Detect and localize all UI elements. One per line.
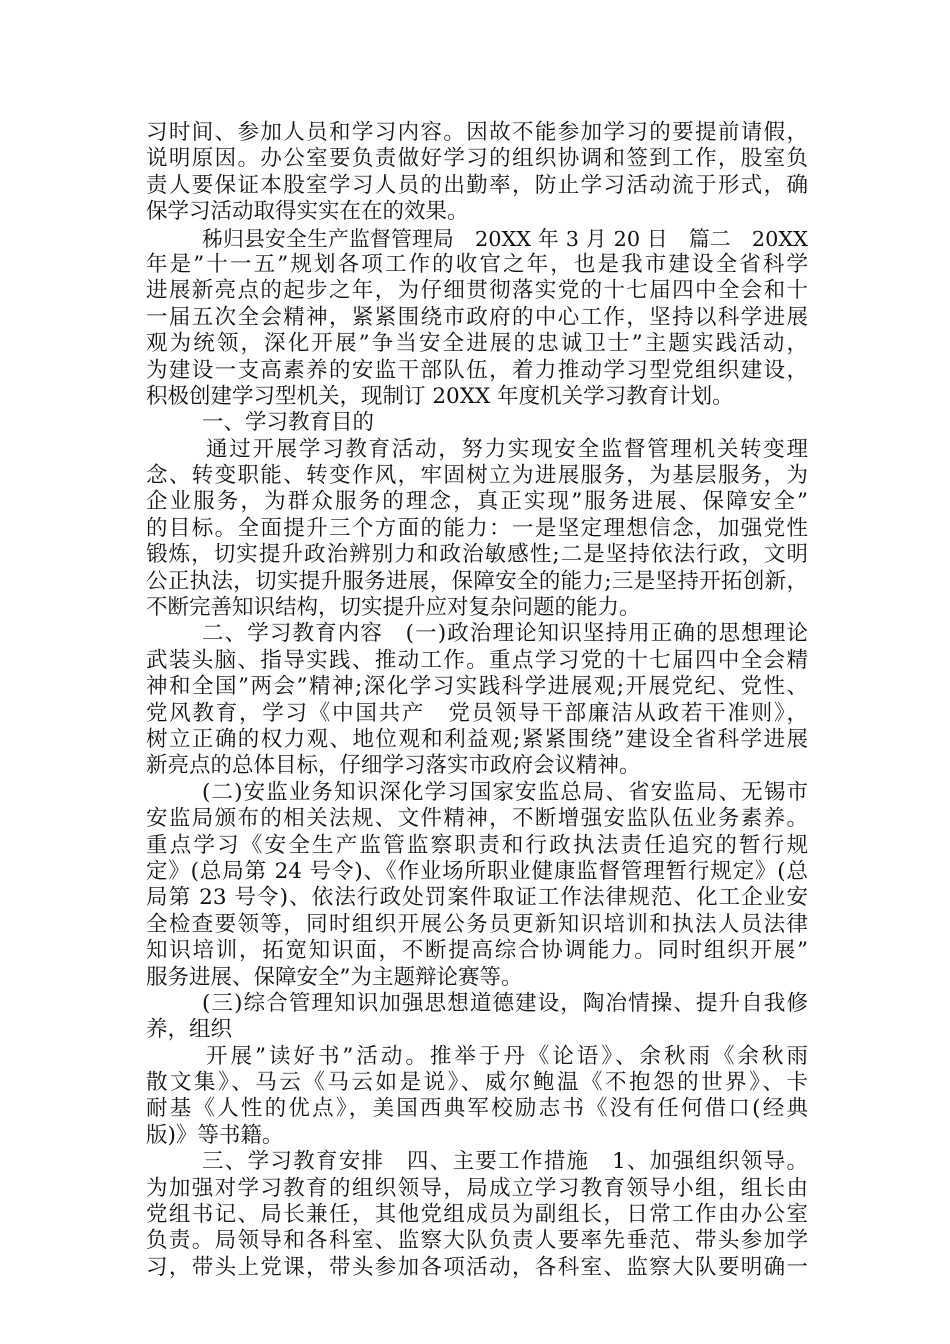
text-line: (二)安监业务知识深化学习国家安监总局、省安监局、无锡市 xyxy=(202,779,808,805)
text-line: 积极创建学习型机关，现制订 20XX 年度机关学习教育计划。 xyxy=(146,383,734,409)
text-line: 党组书记、局长兼任，其他党组成员为副组长，日常工作由办公室 xyxy=(146,1202,808,1228)
text-line: 企业服务，为群众服务的理念，真正实现”服务进展、保障安全” xyxy=(146,489,808,515)
text-line: 武装头脑、指导实践、推动工作。重点学习党的十七届四中全会精 xyxy=(146,647,808,673)
text-line: 全检查要领等，同时组织开展公务员更新知识培训和执法人员法律 xyxy=(146,911,808,937)
text-line: 二、学习教育内容 (一)政治理论知识坚持用正确的思想理论 xyxy=(202,621,808,647)
text-line: 保学习活动取得实实在在的效果。 xyxy=(146,199,469,225)
text-line: 知识培训，拓宽知识面，不断提高综合协调能力。同时组织开展” xyxy=(146,938,808,964)
text-line: 的目标。全面提升三个方面的能力：一是坚定理想信念，加强党性 xyxy=(146,515,808,541)
text-line: 负责。局领导和各科室、监察大队负责人要率先垂范、带头参加学 xyxy=(146,1228,808,1254)
document-page xyxy=(146,120,808,1281)
text-line: 进展新亮点的起步之年，为仔细贯彻落实党的十七届四中全会和十 xyxy=(146,278,808,304)
text-line: 习，带头上党课，带头参加各项活动，各科室、监察大队要明确一 xyxy=(146,1254,808,1280)
text-line: 一届五次全会精神，紧紧围绕市政府的中心工作，坚持以科学进展 xyxy=(146,304,808,330)
text-line: 公正执法，切实提升服务进展，保障安全的能力;三是坚持开拓创新， xyxy=(146,568,808,594)
text-line: 安监局颁布的相关法规、文件精神，不断增强安监队伍业务素养。 xyxy=(146,806,808,832)
text-line: 为加强对学习教育的组织领导，局成立学习教育领导小组，组长由 xyxy=(146,1175,808,1201)
text-line: 习时间、参加人员和学习内容。因故不能参加学习的要提前请假， xyxy=(146,120,808,145)
text-line: 不断完善知识结构，切实提升应对复杂问题的能力。 xyxy=(146,595,641,621)
text-line: 散文集》、马云《马云如是说》、威尔鲍温《不抱怨的世界》、卡 xyxy=(146,1070,808,1096)
text-line: 神和全国”两会”精神;深化学习实践科学进展观;开展党纪、党性、 xyxy=(146,674,808,700)
text-line: 说明原因。办公室要负责做好学习的组织协调和签到工作，股室负 xyxy=(146,146,808,172)
text-line: 服务进展、保障安全”为主题辩论赛等。 xyxy=(146,964,523,990)
text-line: 党风教育，学习《中国共产 党员领导干部廉洁从政若干准则》， xyxy=(146,700,808,726)
text-line: 重点学习《安全生产监管监察职责和行政执法责任追究的暂行规 xyxy=(146,832,808,858)
text-line: 秭归县安全生产监督管理局 20XX 年 3 月 20 日 篇二 20XX xyxy=(202,226,808,251)
text-line: 树立正确的权力观、地位观和利益观;紧紧围绕”建设全省科学进展 xyxy=(146,726,808,752)
text-line: 定》(总局第 24 号令)、《作业场所职业健康监督管理暂行规定》(总 xyxy=(146,858,808,884)
text-line: 版)》等书籍。 xyxy=(146,1122,284,1148)
text-line: 责人要保证本股室学习人员的出勤率，防止学习活动流于形式，确 xyxy=(146,172,808,198)
text-line: 通过开展学习教育活动，努力实现安全监督管理机关转变理 xyxy=(206,436,808,462)
text-line: 养，组织 xyxy=(146,1017,233,1043)
text-line: 观为统领，深化开展”争当安全进展的忠诚卫士”主题实践活动， xyxy=(146,331,808,357)
text-line: 局第 23 号令)、依法行政处罚案件取证工作法律规范、化工企业安 xyxy=(146,885,808,911)
text-line: 新亮点的总体目标，仔细学习落实市政府会议精神。 xyxy=(146,753,641,779)
text-line: 耐基《人性的优点》，美国西典军校励志书《没有任何借口(经典 xyxy=(146,1096,808,1122)
text-line: 念、转变职能、转变作风，牢固树立为进展服务，为基层服务，为 xyxy=(146,463,808,489)
text-line: 开展”读好书”活动。推举于丹《论语》、余秋雨《余秋雨 xyxy=(206,1043,808,1069)
text-line: 三、学习教育安排 四、主要工作措施 1、加强组织领导。 xyxy=(202,1149,808,1175)
text-line: 年是”十一五”规划各项工作的收官之年，也是我市建设全省科学 xyxy=(146,251,808,277)
text-line: 为建设一支高素养的安监干部队伍，着力推动学习型党组织建设， xyxy=(146,357,808,383)
text-line: 锻炼，切实提升政治辨别力和政治敏感性;二是坚持依法行政，文明 xyxy=(146,542,808,568)
text-line: 一、学习教育目的 xyxy=(202,410,375,436)
text-line: (三)综合管理知识加强思想道德建设，陶冶情操、提升自我修 xyxy=(202,990,808,1016)
